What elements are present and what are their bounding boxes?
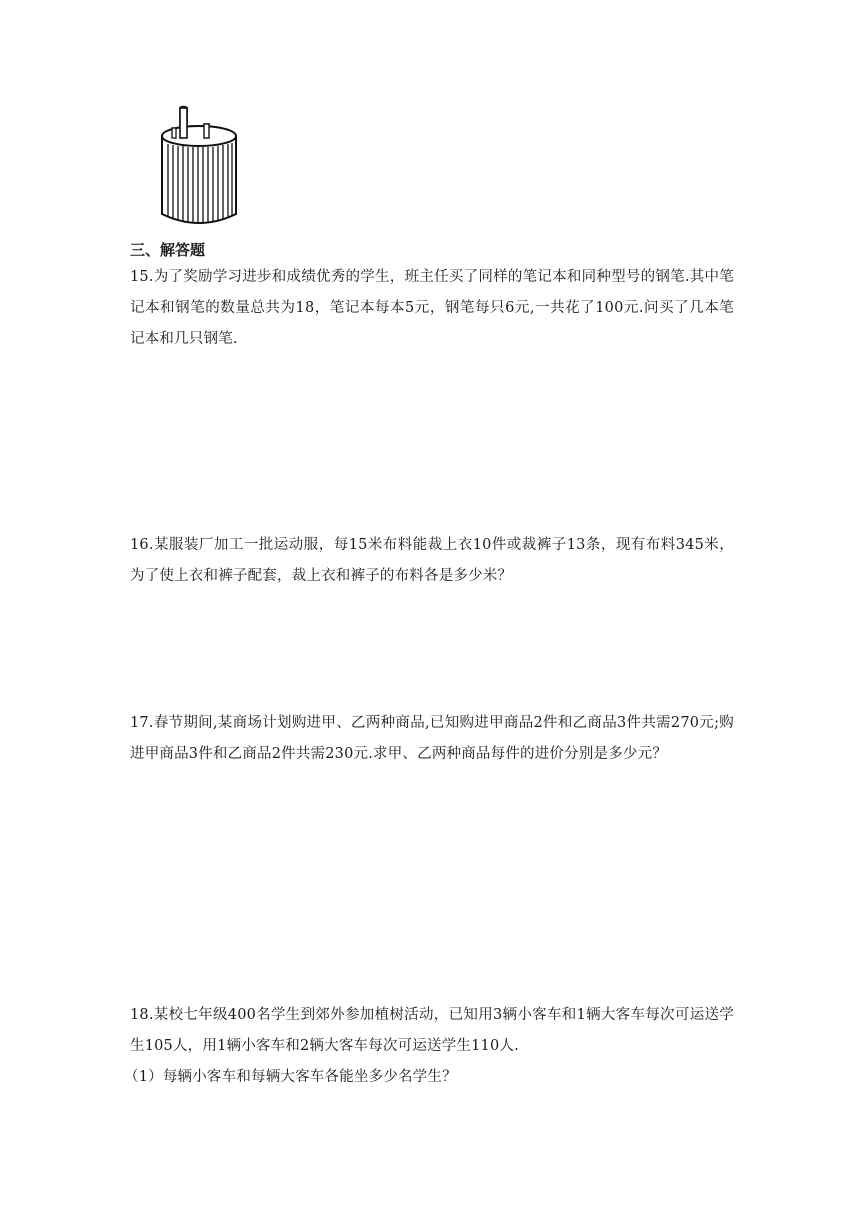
question-18-subquestion-1: （1）每辆小客车和每辆大客车各能坐多少名学生？ [124, 1069, 457, 1085]
section-title: 三、解答题 [130, 241, 206, 259]
question-16: 16.某服装厂加工一批运动服，每15米布料能裁上衣10件或裁裤子13条，现有布料345米，为了使上衣和裤子配套，裁上衣和裤子的布料各是多少米？ [130, 537, 734, 584]
question-18 [124, 1000, 734, 1093]
question-17: 17.春节期间,某商场计划购进甲、乙两种商品,已知购进甲商品2件和乙商品3件共需270元;购进甲商品3件和乙商品2件共需230元.求甲、乙两种商品每件的进价分别是多少元？ [130, 715, 734, 762]
question-15: 15.为了奖励学习进步和成绩优秀的学生，班主任买了同样的笔记本和同种型号的钢笔.其中笔记本和钢笔的数量总共为18，笔记本每本5元，钢笔每只6元,一共花了100元.问买了几本笔记本和几只钢笔. [130, 269, 734, 347]
question-18-text: 18.某校七年级400名学生到郊外参加植树活动，已知用3辆小客车和1辆大客车每次可运送学生105人，用1辆小客车和2辆大客车每次可运送学生110人. [130, 1007, 734, 1054]
pen-holder-cylinder-icon [158, 104, 240, 230]
